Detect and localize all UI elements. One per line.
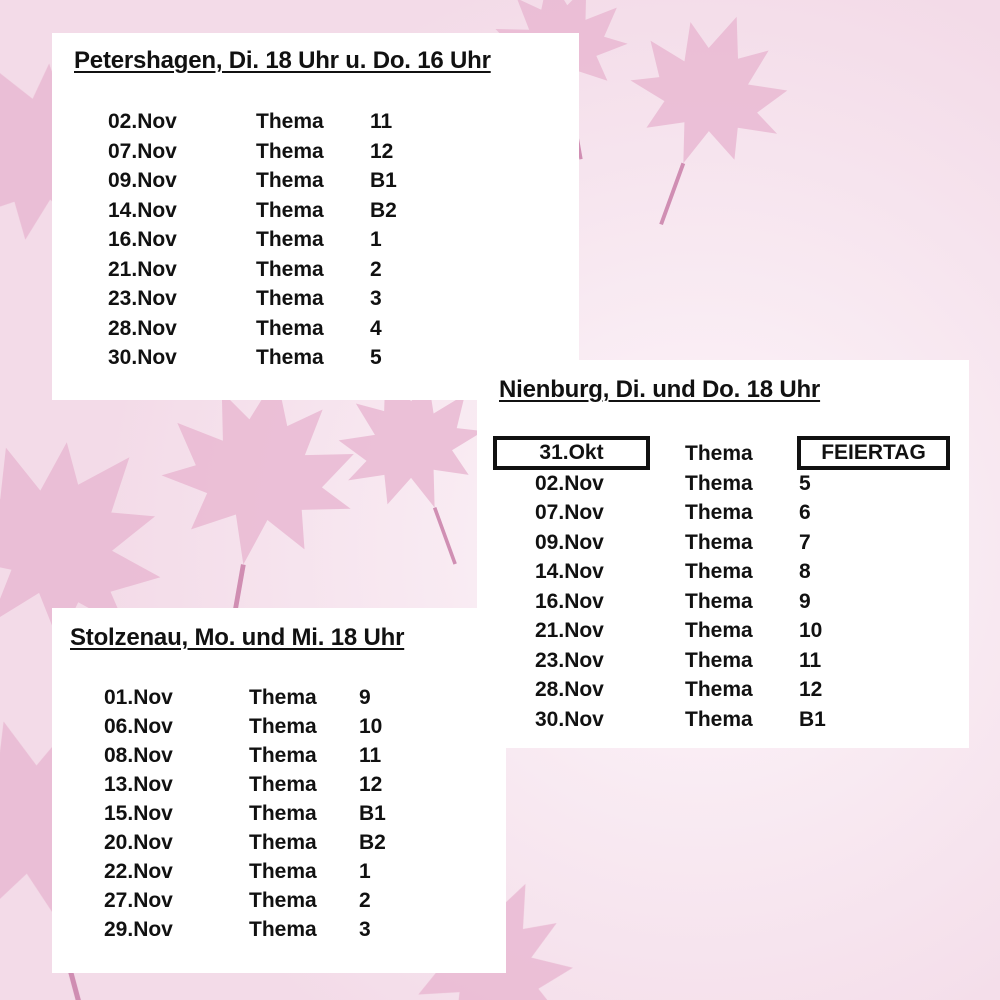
holiday-badge: FEIERTAG xyxy=(797,436,950,470)
topic-cell: 5 xyxy=(799,471,811,495)
label-cell: Thema xyxy=(256,198,324,222)
date-cell: 16.Nov xyxy=(108,228,177,251)
topic-cell: 1 xyxy=(370,228,382,251)
label-cell: Thema xyxy=(685,589,753,613)
date-cell: 08.Nov xyxy=(104,744,173,767)
schedule-title: Stolzenau, Mo. und Mi. 18 Uhr xyxy=(70,624,405,651)
topic-cell: 7 xyxy=(799,530,811,554)
label-cell: Thema xyxy=(685,442,753,465)
label-cell: Thema xyxy=(256,110,324,133)
topic-cell: 12 xyxy=(359,773,383,796)
topic-cell: 3 xyxy=(359,918,371,941)
label-cell: Thema xyxy=(249,686,317,709)
label-cell: Thema xyxy=(685,501,753,524)
date-cell: 28.Nov xyxy=(535,678,604,701)
date-cell: 01.Nov xyxy=(104,686,173,709)
topic-cell: 11 xyxy=(799,648,822,672)
label-cell: Thema xyxy=(256,169,324,192)
date-cell: 29.Nov xyxy=(104,918,173,941)
label-cell: Thema xyxy=(685,707,753,731)
label-cell: Thema xyxy=(256,287,324,310)
date-cell: 09.Nov xyxy=(108,169,177,192)
topic-cell: B1 xyxy=(799,707,826,731)
label-cell: Thema xyxy=(256,346,324,369)
topic-cell: 11 xyxy=(370,110,393,133)
label-cell: Thema xyxy=(685,648,753,672)
date-cell: 30.Nov xyxy=(108,346,177,369)
date-cell: 23.Nov xyxy=(108,287,177,310)
label-cell: Thema xyxy=(249,860,317,883)
label-cell: Thema xyxy=(256,228,324,251)
topic-cell: 10 xyxy=(359,715,383,738)
topic-cell: 4 xyxy=(370,316,382,340)
topic-cell: B1 xyxy=(370,169,397,192)
schedule-petershagen xyxy=(52,33,579,400)
date-cell: 27.Nov xyxy=(104,889,173,912)
date-cell: 20.Nov xyxy=(104,831,173,854)
topic-cell: 1 xyxy=(359,860,371,883)
date-cell: 14.Nov xyxy=(535,560,604,583)
schedule-nienburg xyxy=(477,360,969,748)
label-cell: Thema xyxy=(249,744,317,767)
date-cell: 23.Nov xyxy=(535,648,604,672)
topic-cell: 9 xyxy=(359,686,371,709)
schedule-stolzenau xyxy=(52,608,506,973)
topic-cell: 3 xyxy=(370,287,382,310)
date-cell: 21.Nov xyxy=(535,619,604,642)
label-cell: Thema xyxy=(249,802,317,825)
topic-cell: 12 xyxy=(799,678,823,701)
topic-cell: 10 xyxy=(799,619,823,642)
date-cell: 21.Nov xyxy=(108,257,177,281)
label-cell: Thema xyxy=(685,471,753,495)
date-cell: 15.Nov xyxy=(104,802,173,825)
label-cell: Thema xyxy=(249,715,317,738)
label-cell: Thema xyxy=(249,831,317,854)
date-cell: 06.Nov xyxy=(104,715,173,738)
topic-cell: 2 xyxy=(359,889,371,912)
schedule-title: Nienburg, Di. und Do. 18 Uhr xyxy=(499,376,821,403)
label-cell: Thema xyxy=(685,530,753,554)
topic-cell: B2 xyxy=(359,831,386,854)
date-cell: 30.Nov xyxy=(535,707,604,731)
date-cell: 07.Nov xyxy=(108,139,177,163)
date-cell: 22.Nov xyxy=(104,860,173,883)
topic-cell: 9 xyxy=(799,589,811,613)
label-cell: Thema xyxy=(249,918,317,941)
date-cell: 14.Nov xyxy=(108,198,177,222)
date-cell: 16.Nov xyxy=(535,589,604,613)
label-cell: Thema xyxy=(256,316,324,340)
label-cell: Thema xyxy=(256,139,324,163)
topic-cell: 5 xyxy=(370,346,382,369)
schedule-title: Petershagen, Di. 18 Uhr u. Do. 16 Uhr xyxy=(74,47,491,74)
date-cell: 02.Nov xyxy=(535,471,604,495)
topic-cell: 6 xyxy=(799,501,811,524)
date-cell: 13.Nov xyxy=(104,773,173,796)
label-cell: Thema xyxy=(249,889,317,912)
date-cell: 07.Nov xyxy=(535,501,604,524)
topic-cell: B2 xyxy=(370,198,397,222)
label-cell: Thema xyxy=(249,773,317,796)
label-cell: Thema xyxy=(256,257,324,281)
date-cell: 02.Nov xyxy=(108,110,177,133)
label-cell: Thema xyxy=(685,678,753,701)
topic-cell: 11 xyxy=(359,744,382,767)
date-cell: 09.Nov xyxy=(535,530,604,554)
topic-cell: 12 xyxy=(370,139,394,163)
topic-cell: 2 xyxy=(370,257,382,281)
date-cell-highlighted: 31.Okt xyxy=(493,436,650,470)
topic-cell: B1 xyxy=(359,802,386,825)
label-cell: Thema xyxy=(685,560,753,583)
label-cell: Thema xyxy=(685,619,753,642)
topic-cell: 8 xyxy=(799,560,811,583)
date-cell: 28.Nov xyxy=(108,316,177,340)
